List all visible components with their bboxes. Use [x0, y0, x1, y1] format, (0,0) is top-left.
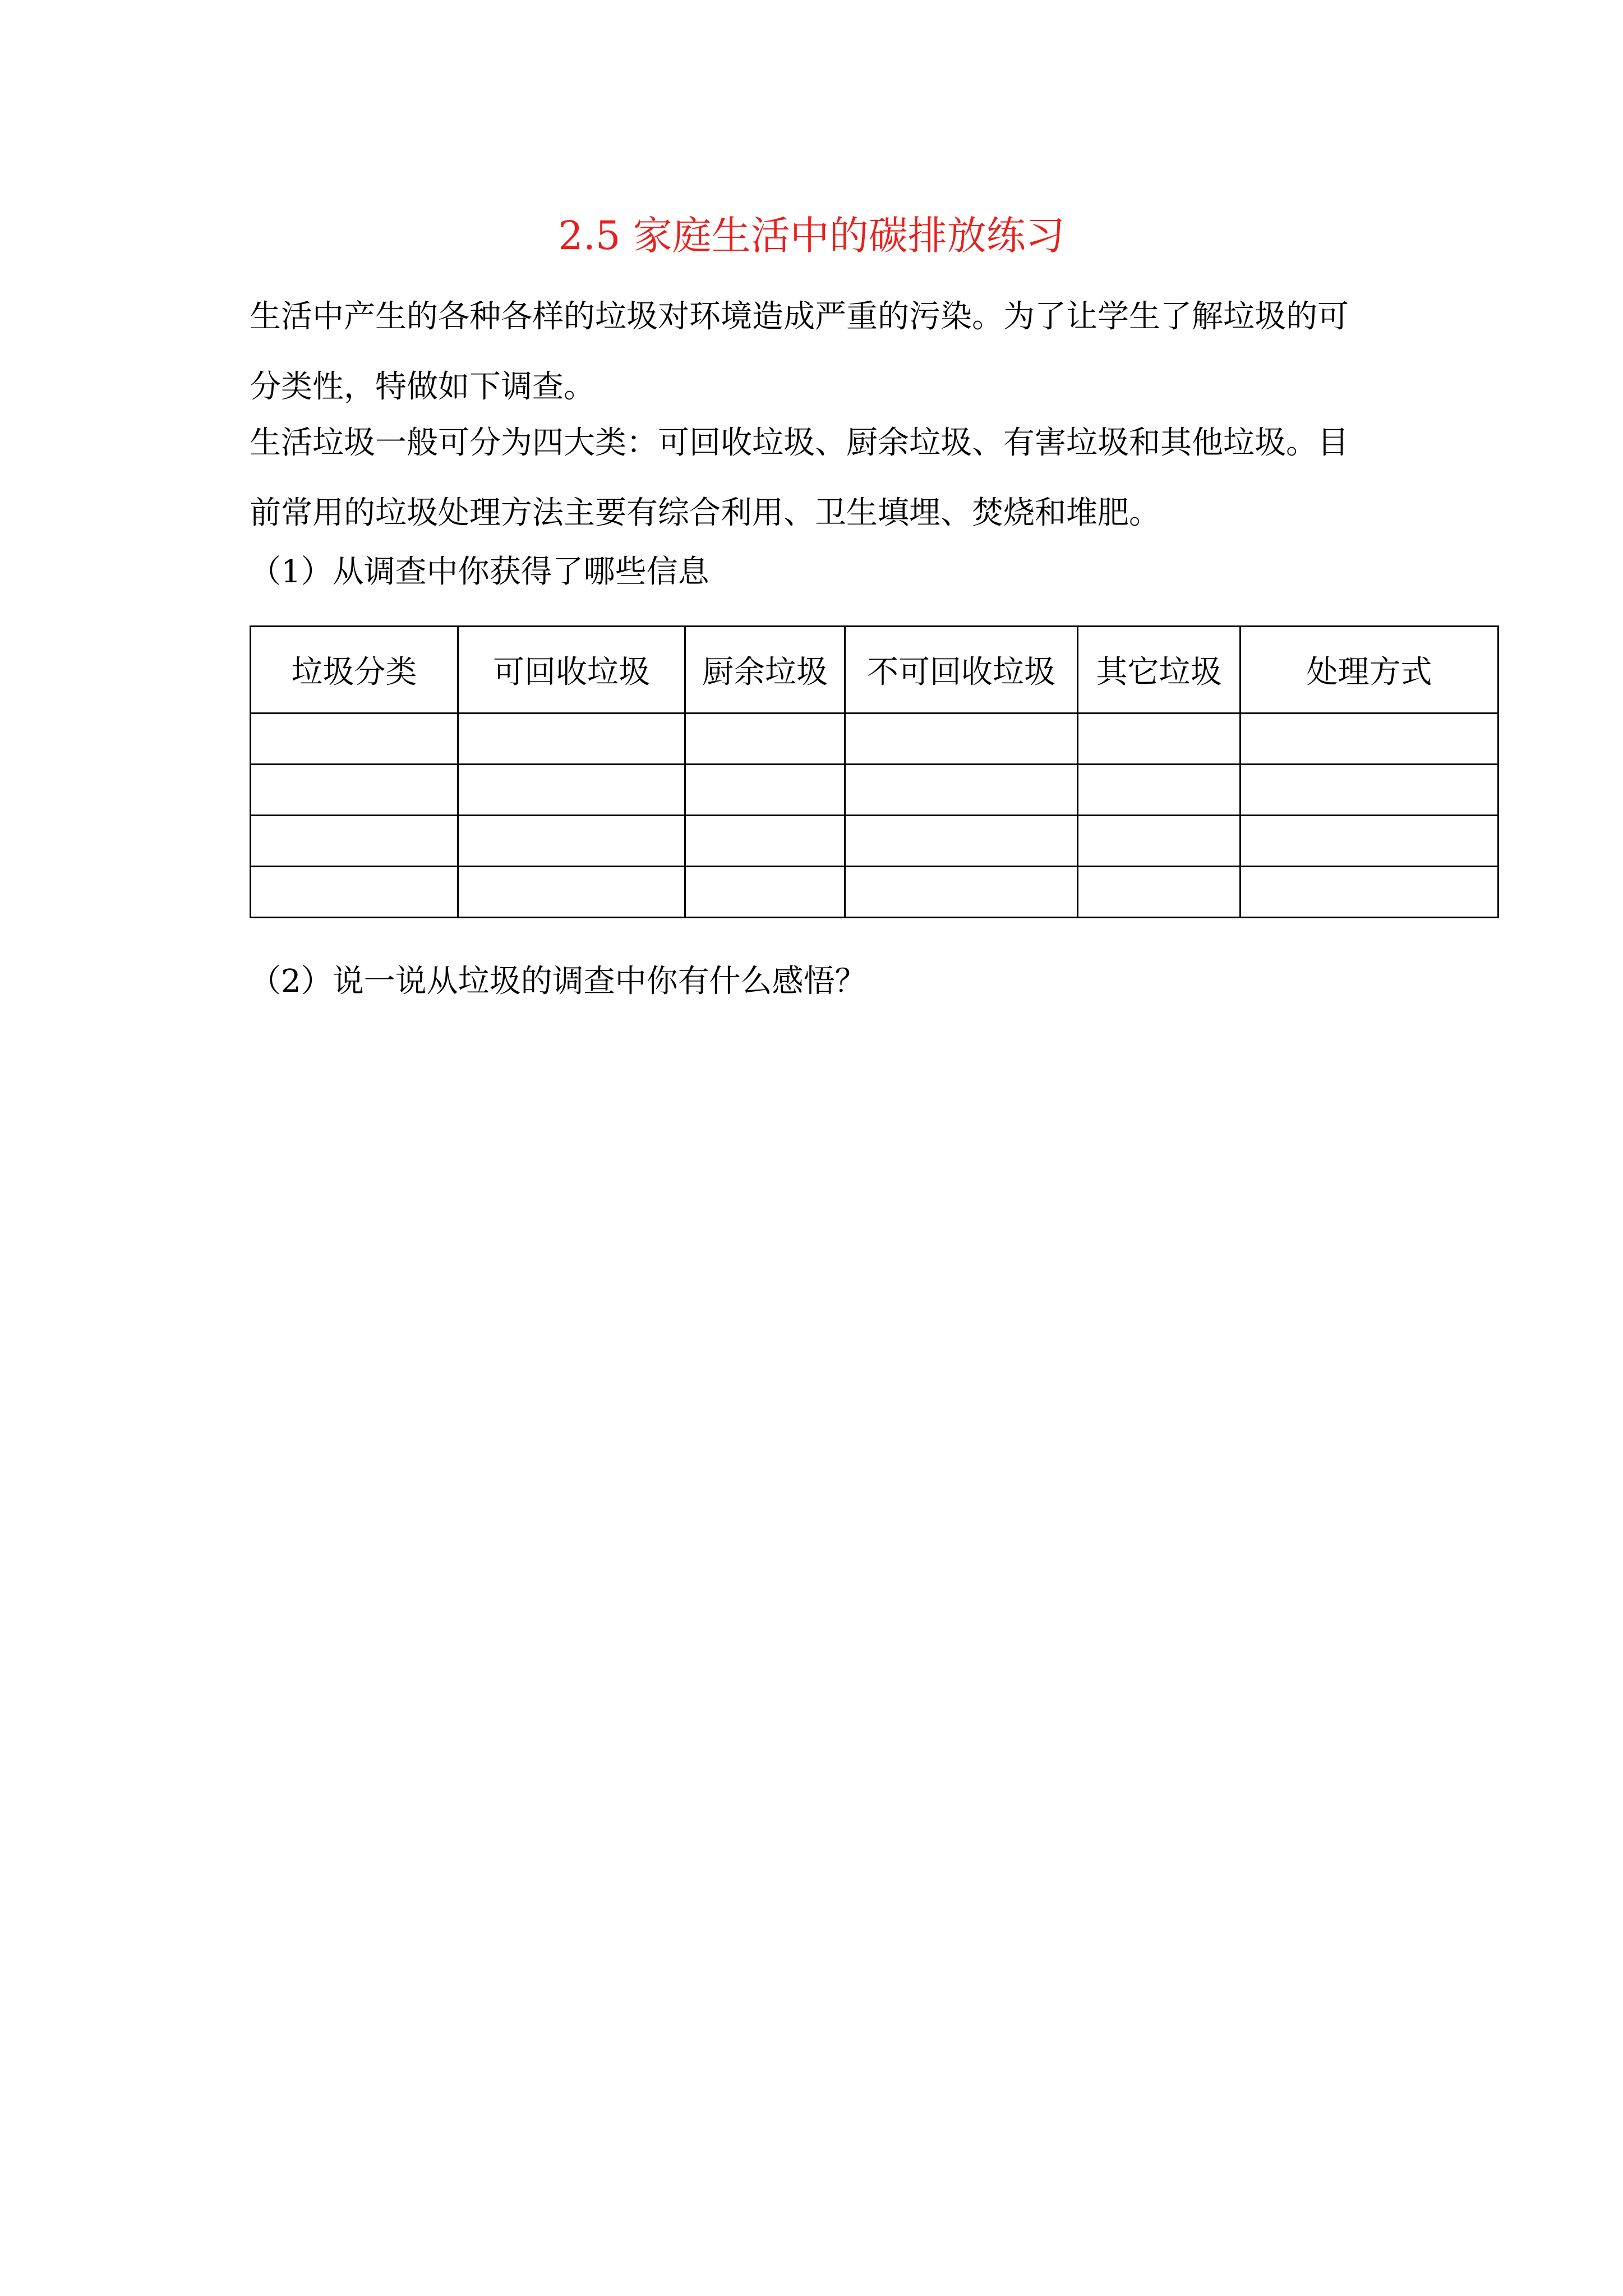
table-row [251, 816, 1498, 867]
table-cell[interactable] [1241, 765, 1498, 816]
table-cell[interactable] [458, 867, 685, 918]
table-cell[interactable] [251, 816, 458, 867]
table-cell[interactable] [1241, 867, 1498, 918]
table-row [251, 765, 1498, 816]
table-cell[interactable] [845, 714, 1078, 765]
table-cell[interactable] [251, 867, 458, 918]
table-cell[interactable] [685, 867, 845, 918]
table-cell[interactable] [685, 765, 845, 816]
survey-table [250, 625, 1499, 918]
header-cell-kitchen: 厨余垃圾 [685, 627, 845, 714]
table-row [251, 714, 1498, 765]
table-cell[interactable] [251, 765, 458, 816]
categories-paragraph-line-1: 生活垃圾一般可分为四大类：可回收垃圾、厨余垃圾、有害垃圾和其他垃圾。目 [250, 425, 1349, 461]
table-cell[interactable] [1078, 816, 1241, 867]
table-cell[interactable] [1241, 714, 1498, 765]
question-1: （1）从调查中你获得了哪些信息 [250, 554, 709, 590]
table-cell[interactable] [458, 816, 685, 867]
table-cell[interactable] [685, 714, 845, 765]
intro-paragraph-line-1: 生活中产生的各种各样的垃圾对环境造成严重的污染。为了让学生了解垃圾的可 [250, 298, 1349, 335]
page-title: 2.5 家庭生活中的碳排放练习 [558, 213, 1065, 259]
header-cell-non-recyclable: 不可回收垃圾 [845, 627, 1078, 714]
table-header-row [251, 627, 1498, 714]
table-row [251, 867, 1498, 918]
header-cell-other: 其它垃圾 [1078, 627, 1241, 714]
table-cell[interactable] [1078, 714, 1241, 765]
survey-table-container [250, 625, 1497, 918]
table-cell[interactable] [1078, 765, 1241, 816]
table-cell[interactable] [251, 714, 458, 765]
header-cell-recyclable: 可回收垃圾 [458, 627, 685, 714]
question-2: （2）说一说从垃圾的调查中你有什么感悟？ [250, 963, 866, 1000]
categories-paragraph-line-2: 前常用的垃圾处理方法主要有综合利用、卫生填埋、焚烧和堆肥。 [250, 495, 1160, 531]
table-cell[interactable] [1078, 867, 1241, 918]
intro-paragraph-line-2: 分类性，特做如下调查。 [250, 369, 595, 405]
table-cell[interactable] [845, 816, 1078, 867]
table-cell[interactable] [458, 765, 685, 816]
table-cell[interactable] [458, 714, 685, 765]
header-cell-treatment: 处理方式 [1241, 627, 1498, 714]
table-cell[interactable] [845, 867, 1078, 918]
table-cell[interactable] [845, 765, 1078, 816]
table-cell[interactable] [685, 816, 845, 867]
header-cell-category: 垃圾分类 [251, 627, 458, 714]
table-cell[interactable] [1241, 816, 1498, 867]
